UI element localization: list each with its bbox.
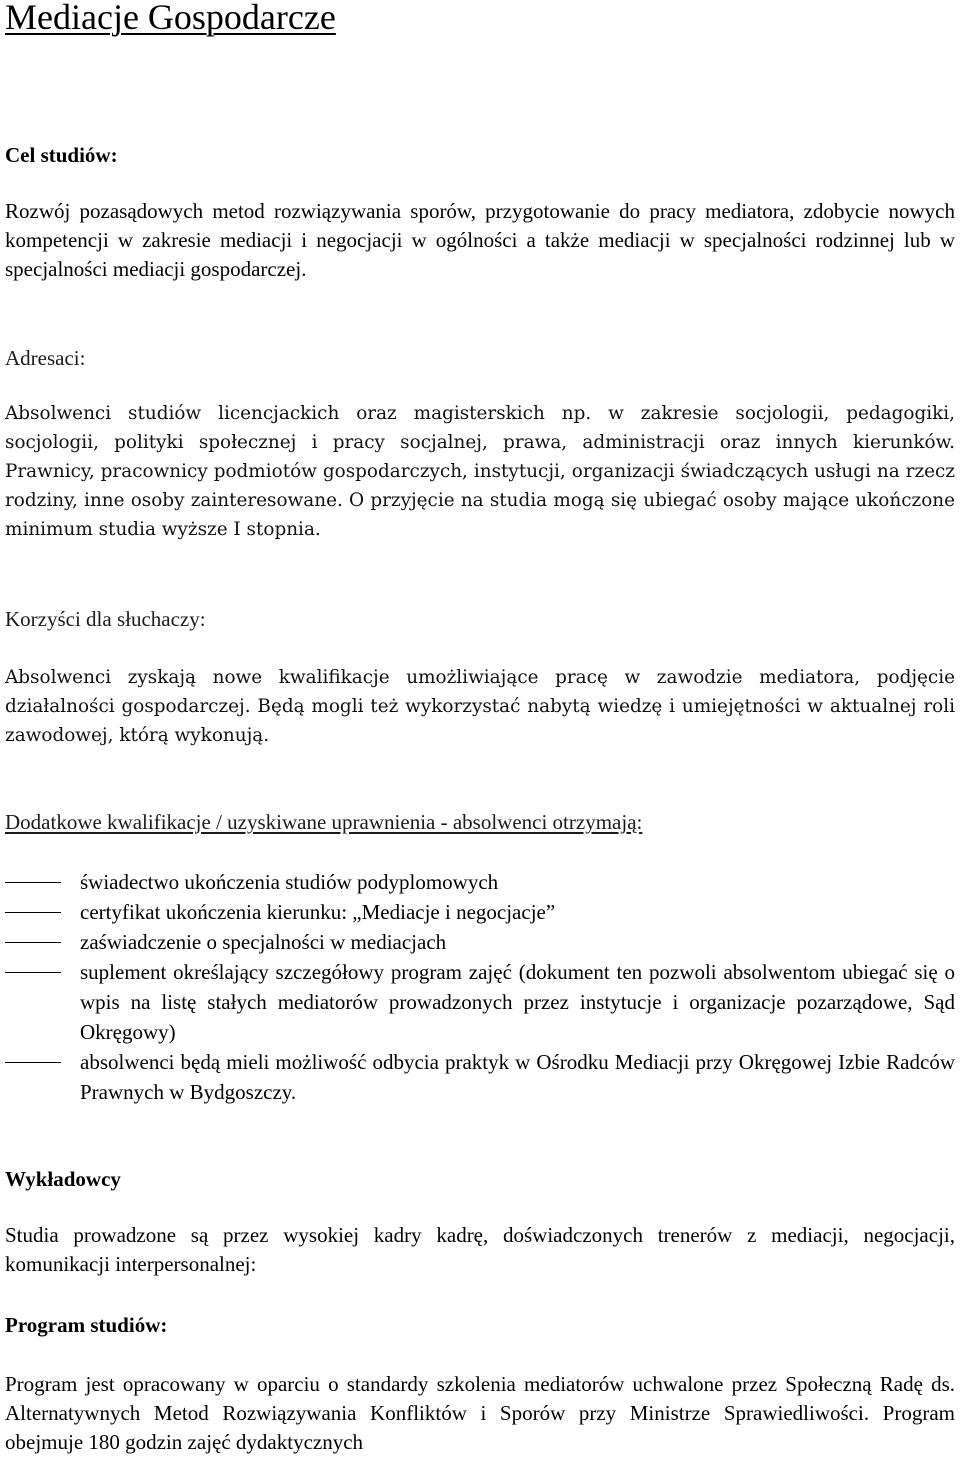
section-text-korzysci: Absolwenci zyskają nowe kwalifikacje umożliwiające pracę w zawodzie mediatora, podjęcie działalności gospodarczej. Będą mogli też wykorzystać nabytą wiedzę i umiejętności w aktualnej roli zawodowej, którą wykonują. (5, 667, 955, 746)
dash-bullet-icon (5, 912, 61, 913)
list-item: certyfikat ukończenia kierunku: „Mediacje i negocjacje” (5, 897, 955, 927)
list-item: świadectwo ukończenia studiów podyplomowych (5, 867, 955, 897)
dash-bullet-icon (5, 972, 61, 973)
section-heading-adresaci: Adresaci: (5, 346, 86, 370)
section-text-cel: Rozwój pozasądowych metod rozwiązywania sporów, przygotowanie do pracy mediatora, zdobycie nowych kompetencji w zakresie mediacji i negocjacji w ogólności a także mediacji w specjalności rodzinnej lub w specjalności mediacji gospodarczej. (5, 199, 955, 281)
section-heading-korzysci: Korzyści dla słuchaczy: (5, 607, 206, 631)
dash-bullet-icon (5, 942, 61, 943)
section-heading-dodatkowe: Dodatkowe kwalifikacje / uzyskiwane uprawnienia - absolwenci otrzymają: (5, 810, 643, 834)
section-text-program: Program jest opracowany w oparciu o standardy szkolenia mediatorów uchwalone przez Społeczną Radę ds. Alternatywnych Metod Rozwiązywania Konfliktów i Sporów przy Ministrze Sprawiedliwości. Program obejmuje 180 godzin zajęć dydaktycznych (5, 1372, 955, 1454)
list-item: zaświadczenie o specjalności w mediacjach (5, 927, 955, 957)
qualifications-list (5, 867, 955, 1107)
section-heading-program: Program studiów: (5, 1313, 168, 1337)
dash-bullet-icon (5, 882, 61, 883)
document-title: Mediacje Gospodarcze (5, 0, 336, 37)
section-text-wykladowcy: Studia prowadzone są przez wysokiej kadry kadrę, doświadczonych trenerów z mediacji, negocjacji, komunikacji interpersonalnej: (5, 1223, 955, 1276)
dash-bullet-icon (5, 1062, 61, 1063)
list-item: absolwenci będą mieli możliwość odbycia praktyk w Ośrodku Mediacji przy Okręgowej Izbie Radców Prawnych w Bydgoszczy. (5, 1047, 955, 1107)
section-heading-cel: Cel studiów: (5, 143, 118, 167)
section-text-adresaci: Absolwenci studiów licencjackich oraz magisterskich np. w zakresie socjologii, pedagogiki, socjologii, polityki społecznej i pracy socjalnej, prawa, administracji oraz innych kierunków. Prawnicy, pracownicy podmiotów gospodarczych, instytucji, organizacji świadczących usługi na rzecz rodziny, inne osoby zainteresowane. O przyjęcie na studia mogą się ubiegać osoby mające ukończone minimum studia wyższe I stopnia. (5, 403, 955, 540)
section-heading-wykladowcy: Wykładowcy (5, 1167, 121, 1191)
list-item: suplement określający szczegółowy program zajęć (dokument ten pozwoli absolwentom ubiegać się o wpis na listę stałych mediatorów prowadzonych przez instytucje i organizacje pozarządowe, Sąd Okręgowy) (5, 957, 955, 1047)
